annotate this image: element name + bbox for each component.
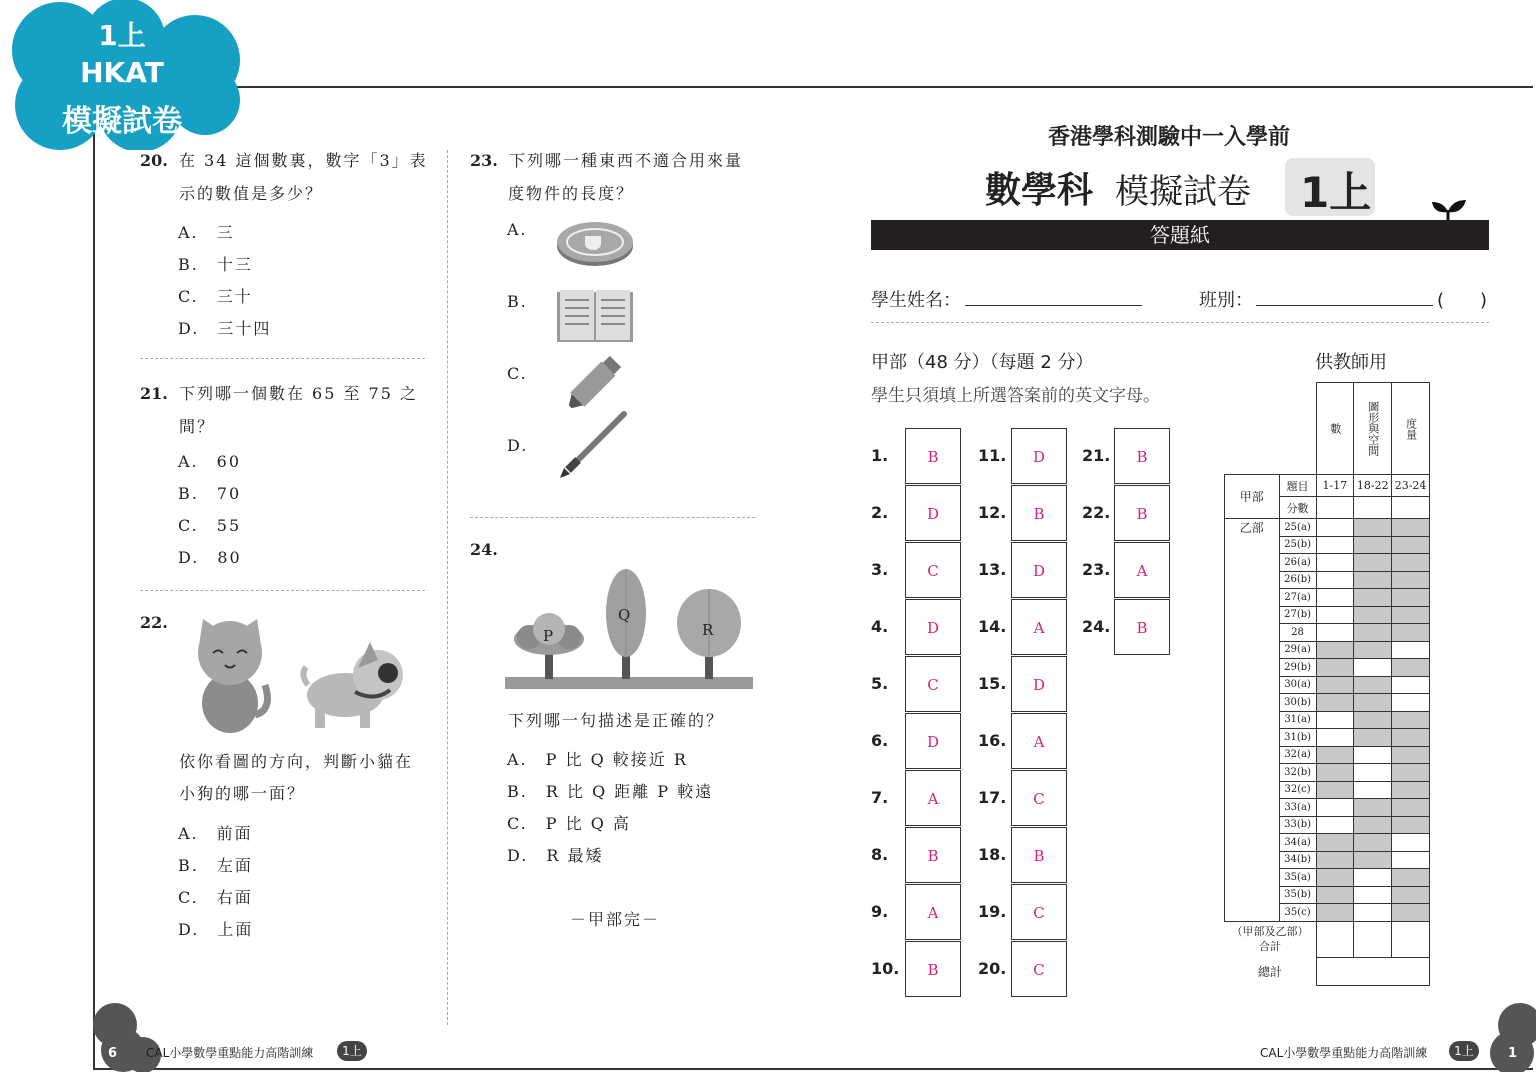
shaded-cell: [1392, 554, 1430, 572]
dog-illustration: [300, 640, 410, 735]
option-text: P 比 Q 高: [545, 814, 631, 833]
answer-box[interactable]: A: [1011, 599, 1067, 655]
question-id-cell: 30(a): [1279, 676, 1316, 694]
option-a[interactable]: [507, 747, 688, 770]
option-letter: B.: [178, 484, 199, 503]
question-text: 示的數值是多少？: [179, 184, 324, 203]
score-cell[interactable]: [1316, 519, 1354, 537]
answer-box[interactable]: D: [1011, 656, 1067, 712]
score-cell[interactable]: [1316, 816, 1354, 834]
question-id-cell: 35(b): [1279, 886, 1316, 904]
question-id-cell: 26(a): [1279, 554, 1316, 572]
score-cell[interactable]: [1392, 641, 1430, 659]
answer-number: 12.: [978, 503, 1007, 522]
question-id-cell: 34(b): [1279, 851, 1316, 869]
option-c[interactable]: C.: [507, 364, 528, 383]
shaded-cell: [1354, 641, 1392, 659]
answer-number: 23.: [1082, 560, 1111, 579]
column-divider: [447, 150, 448, 1025]
shaded-cell: [1316, 746, 1354, 764]
option-letter: A.: [178, 223, 199, 242]
option-text: 55: [216, 516, 242, 535]
shaded-cell: [1392, 816, 1430, 834]
left-grade-badge: 1上: [337, 1041, 367, 1061]
option-text: P 比 Q 較接近 R: [545, 750, 688, 769]
option-c[interactable]: [178, 284, 253, 307]
grade-tag-text: 1上: [1300, 168, 1372, 217]
shaded-cell: [1392, 886, 1430, 904]
score-cell[interactable]: [1316, 606, 1354, 624]
option-text: R 比 Q 距離 P 較遠: [545, 782, 714, 801]
class-number-paren: ( ): [1437, 290, 1488, 311]
sheet-title-main: 數學科: [985, 170, 1094, 211]
topic-label: 題目: [1279, 475, 1316, 497]
shaded-cell: [1316, 764, 1354, 782]
tree-label-q: Q: [618, 606, 631, 624]
shaded-cell: [1354, 799, 1392, 817]
score-cell[interactable]: [1354, 659, 1392, 677]
shaded-cell: [1354, 519, 1392, 537]
option-text: 三: [216, 223, 235, 242]
option-letter: C.: [178, 516, 199, 535]
score-cell[interactable]: [1354, 869, 1392, 887]
score-cell[interactable]: [1316, 799, 1354, 817]
score-cell[interactable]: [1392, 851, 1430, 869]
question-text: 依你看圖的方向，判斷小貓在: [179, 752, 414, 771]
option-d[interactable]: [178, 548, 242, 567]
question-id-cell: 32(a): [1279, 746, 1316, 764]
answer-box[interactable]: D: [905, 713, 961, 769]
shaded-cell: [1354, 554, 1392, 572]
question-id-cell: 26(b): [1279, 571, 1316, 589]
question-id-cell: 35(c): [1279, 904, 1316, 922]
option-letter: D.: [178, 548, 200, 567]
shaded-cell: [1392, 606, 1430, 624]
class-label: 班別：: [1199, 290, 1253, 311]
answer-box[interactable]: A: [905, 770, 961, 826]
question-text: 下列哪一個數在 65 至 75 之: [178, 384, 419, 403]
shaded-cell: [1354, 816, 1392, 834]
shaded-cell: [1316, 886, 1354, 904]
option-letter: A.: [178, 824, 199, 843]
answer-box[interactable]: C: [905, 542, 961, 598]
answer-number: 16.: [978, 731, 1007, 750]
section-heading: 甲部（48 分）（每題 2 分）: [871, 352, 1094, 373]
question-id-cell: 28: [1279, 624, 1316, 642]
option-letter: C.: [507, 814, 528, 833]
answer-box[interactable]: A: [1011, 713, 1067, 769]
question-text: 下列哪一句描述是正確的？: [508, 711, 725, 730]
option-text: 十三: [216, 255, 253, 274]
score-cell[interactable]: [1316, 624, 1354, 642]
answer-box[interactable]: B: [1011, 827, 1067, 883]
shaded-cell: [1392, 659, 1430, 677]
question-number: 24.: [470, 540, 498, 559]
option-d[interactable]: D.: [507, 436, 529, 455]
coaster-icon: [555, 218, 635, 268]
range-cell: 18-22: [1354, 475, 1392, 497]
option-letter: C.: [178, 888, 199, 907]
option-text: 70: [216, 484, 242, 503]
range-cell: 1-17: [1316, 475, 1354, 497]
question-separator: [140, 590, 425, 591]
shaded-cell: [1392, 904, 1430, 922]
shaded-cell: [1392, 781, 1430, 799]
question-number: 22.: [140, 613, 168, 632]
score-cell[interactable]: [1316, 497, 1354, 519]
option-letter: B.: [507, 782, 528, 801]
option-a[interactable]: [178, 220, 235, 243]
question-id-cell: 25(b): [1279, 536, 1316, 554]
answer-box[interactable]: B: [1011, 485, 1067, 541]
question-id-cell: 27(a): [1279, 589, 1316, 607]
question-id-cell: 29(a): [1279, 641, 1316, 659]
score-cell[interactable]: [1354, 497, 1392, 519]
option-b[interactable]: [507, 779, 713, 802]
score-cell[interactable]: [1354, 904, 1392, 922]
shaded-cell: [1354, 571, 1392, 589]
score-cell[interactable]: [1316, 571, 1354, 589]
shaded-cell: [1392, 536, 1430, 554]
question-id-cell: 33(a): [1279, 799, 1316, 817]
class-field[interactable]: [1256, 305, 1433, 306]
shaded-cell: [1392, 799, 1430, 817]
answer-number: 7.: [871, 788, 889, 807]
answer-box[interactable]: C: [905, 656, 961, 712]
tree-label-p: P: [543, 627, 554, 645]
answer-number: 3.: [871, 560, 889, 579]
answer-number: 9.: [871, 902, 889, 921]
question-number: 21.: [140, 384, 168, 403]
right-page-number: 1: [1508, 1046, 1518, 1061]
pen-icon: [558, 410, 630, 480]
tree-label-r: R: [702, 621, 714, 639]
answer-box[interactable]: D: [1011, 542, 1067, 598]
shaded-cell: [1354, 711, 1392, 729]
question-separator: [470, 517, 755, 518]
answer-number: 14.: [978, 617, 1007, 636]
shaded-cell: [1316, 694, 1354, 712]
answer-box[interactable]: A: [905, 884, 961, 940]
option-letter: A.: [178, 452, 199, 471]
question-text: 小狗的哪一面？: [179, 784, 306, 803]
shaded-cell: [1316, 781, 1354, 799]
shaded-cell: [1392, 589, 1430, 607]
answer-box[interactable]: B: [1114, 485, 1170, 541]
question-id-cell: 34(a): [1279, 834, 1316, 852]
question-23: [470, 148, 770, 171]
shaded-cell: [1316, 834, 1354, 852]
score-cell[interactable]: [1392, 676, 1430, 694]
shaded-cell: [1392, 711, 1430, 729]
option-a[interactable]: [178, 821, 253, 844]
shaded-cell: [1392, 764, 1430, 782]
sum-cell[interactable]: [1392, 921, 1430, 957]
answer-box[interactable]: D: [905, 485, 961, 541]
category-header: 數: [1328, 423, 1342, 434]
shaded-cell: [1354, 589, 1392, 607]
option-letter: D.: [178, 319, 200, 338]
question-text: 在 34 這個數裏，數字「3」表: [178, 151, 428, 170]
question-number: 20.: [140, 151, 168, 170]
question-id-cell: 35(a): [1279, 869, 1316, 887]
option-text: 60: [216, 452, 241, 471]
question-id-cell: 32(b): [1279, 764, 1316, 782]
question-id-cell: 32(c): [1279, 781, 1316, 799]
question-id-cell: 27(b): [1279, 606, 1316, 624]
left-page-number: 6: [108, 1046, 118, 1061]
option-text: 前面: [216, 824, 253, 843]
option-text: 右面: [216, 888, 253, 907]
shaded-cell: [1316, 659, 1354, 677]
book-icon: [555, 288, 635, 346]
question-id-cell: 31(b): [1279, 729, 1316, 747]
shaded-cell: [1354, 851, 1392, 869]
sheet-separator: [871, 322, 1489, 323]
score-cell[interactable]: [1354, 746, 1392, 764]
option-d[interactable]: [178, 917, 253, 940]
answer-number: 8.: [871, 845, 889, 864]
question-text: 下列哪一種東西不適合用來量: [508, 151, 743, 170]
answer-box[interactable]: C: [1011, 884, 1067, 940]
option-letter: C.: [178, 287, 199, 306]
shaded-cell: [1392, 869, 1430, 887]
answer-number: 21.: [1082, 446, 1111, 465]
shaded-cell: [1354, 729, 1392, 747]
option-d[interactable]: [178, 316, 271, 339]
answer-number: 10.: [871, 959, 900, 978]
answer-number: 18.: [978, 845, 1007, 864]
option-b[interactable]: [178, 853, 253, 876]
answer-number: 22.: [1082, 503, 1111, 522]
option-text: 三十四: [217, 319, 272, 338]
section-end-label: －甲部完－: [570, 910, 661, 929]
answer-box[interactable]: B: [905, 941, 961, 997]
subtitle-text: 答題紙: [1150, 223, 1210, 247]
badge-line3: 模擬試卷: [62, 104, 182, 139]
option-text: R 最矮: [546, 846, 604, 865]
answer-number: 11.: [978, 446, 1007, 465]
answer-box[interactable]: C: [1011, 770, 1067, 826]
sum-label: [1225, 921, 1317, 957]
total-cell[interactable]: [1316, 957, 1429, 985]
shaded-cell: [1392, 729, 1430, 747]
answer-number: 17.: [978, 788, 1007, 807]
shaded-cell: [1392, 624, 1430, 642]
option-b[interactable]: [178, 484, 241, 503]
answer-number: 13.: [978, 560, 1007, 579]
option-a[interactable]: [178, 452, 241, 471]
shaded-cell: [1392, 519, 1430, 537]
score-cell[interactable]: [1316, 711, 1354, 729]
question-id-cell: 30(b): [1279, 694, 1316, 712]
cat-illustration: [185, 615, 275, 735]
teacher-score-table: [1224, 382, 1430, 986]
question-number: 23.: [470, 151, 498, 170]
shaded-cell: [1316, 869, 1354, 887]
sheet-header: 香港學科測驗中一入學前: [1048, 125, 1291, 150]
right-grade-badge: 1上: [1449, 1041, 1479, 1061]
score-cell[interactable]: [1316, 536, 1354, 554]
badge-line2: HKAT: [80, 56, 164, 89]
question-text: 度物件的長度？: [508, 184, 635, 203]
question-id-cell: 33(b): [1279, 816, 1316, 834]
answer-box[interactable]: B: [1114, 428, 1170, 484]
option-c[interactable]: [507, 811, 631, 834]
shaded-cell: [1316, 851, 1354, 869]
score-cell[interactable]: [1354, 781, 1392, 799]
total-label: 總計: [1258, 964, 1283, 979]
shaded-cell: [1392, 571, 1430, 589]
question-id-cell: 25(a): [1279, 519, 1316, 537]
option-letter: A.: [507, 750, 528, 769]
answer-box[interactable]: D: [1011, 428, 1067, 484]
option-text: 80: [217, 548, 242, 567]
shaded-cell: [1316, 641, 1354, 659]
answer-box[interactable]: B: [905, 827, 961, 883]
part-a-label: 甲部: [1225, 475, 1280, 519]
shaded-cell: [1354, 536, 1392, 554]
shaded-cell: [1354, 606, 1392, 624]
sum-cell[interactable]: [1316, 921, 1354, 957]
shaded-cell: [1316, 676, 1354, 694]
option-text: 上面: [217, 920, 254, 939]
option-letter: D.: [507, 846, 529, 865]
shaded-cell: [1354, 834, 1392, 852]
question-separator: [140, 358, 425, 359]
score-cell[interactable]: [1392, 694, 1430, 712]
shaded-cell: [1354, 694, 1392, 712]
option-b[interactable]: B.: [507, 292, 528, 311]
question-text: 間？: [179, 417, 216, 436]
sum-cell[interactable]: [1354, 921, 1392, 957]
score-cell[interactable]: [1316, 554, 1354, 572]
option-b[interactable]: [178, 252, 253, 275]
range-cell: 23-24: [1392, 475, 1430, 497]
answer-box[interactable]: C: [1011, 941, 1067, 997]
answer-box[interactable]: A: [1114, 542, 1170, 598]
right-footer-text: CAL小學數學重點能力高階訓練: [1260, 1046, 1428, 1060]
left-footer-text: CAL小學數學重點能力高階訓練: [146, 1046, 314, 1060]
option-a[interactable]: A.: [507, 220, 528, 239]
sum-label-line2: 合計: [1259, 940, 1281, 954]
answer-box[interactable]: B: [905, 428, 961, 484]
score-cell[interactable]: [1354, 764, 1392, 782]
answer-number: 2.: [871, 503, 889, 522]
category-header: 圖形與空間: [1366, 401, 1380, 456]
score-cell[interactable]: [1354, 886, 1392, 904]
answer-number: 6.: [871, 731, 889, 750]
question-21: [140, 381, 440, 404]
teacher-use-label: 供教師用: [1315, 352, 1387, 373]
shaded-cell: [1316, 904, 1354, 922]
score-cell[interactable]: [1316, 729, 1354, 747]
answer-number: 1.: [871, 446, 889, 465]
option-d[interactable]: [507, 843, 603, 866]
answer-number: 4.: [871, 617, 889, 636]
option-letter: B.: [178, 856, 199, 875]
option-c[interactable]: [178, 516, 241, 535]
score-cell[interactable]: [1392, 497, 1430, 519]
shaded-cell: [1392, 746, 1430, 764]
question-20: [140, 148, 440, 171]
badge-line1: 1上: [98, 19, 146, 52]
shaded-cell: [1354, 676, 1392, 694]
score-cell[interactable]: [1392, 834, 1430, 852]
category-header: 度量: [1404, 417, 1418, 440]
option-text: 左面: [216, 856, 253, 875]
answer-number: 15.: [978, 674, 1007, 693]
option-letter: D.: [178, 920, 200, 939]
sheet-title-sub: 模擬試卷: [1115, 172, 1251, 212]
question-id-cell: 31(a): [1279, 711, 1316, 729]
answer-box[interactable]: B: [1114, 599, 1170, 655]
name-field[interactable]: [965, 305, 1142, 306]
answer-number: 20.: [978, 959, 1007, 978]
answer-number: 19.: [978, 902, 1007, 921]
sum-label-line1: （甲部及乙部）: [1231, 925, 1309, 939]
part-b-label: 乙部: [1225, 519, 1280, 922]
shaded-cell: [1354, 624, 1392, 642]
question-id-cell: 29(b): [1279, 659, 1316, 677]
score-cell[interactable]: [1316, 589, 1354, 607]
option-text: 三十: [216, 287, 253, 306]
option-c[interactable]: [178, 885, 253, 908]
option-letter: B.: [178, 255, 199, 274]
highlighter-icon: [560, 352, 630, 412]
answer-number: 24.: [1082, 617, 1111, 636]
answer-number: 5.: [871, 674, 889, 693]
instruction-text: 學生只須填上所選答案前的英文字母。: [871, 386, 1160, 406]
score-label: 分數: [1279, 497, 1316, 519]
answer-box[interactable]: D: [905, 599, 961, 655]
name-label: 學生姓名：: [871, 290, 961, 311]
